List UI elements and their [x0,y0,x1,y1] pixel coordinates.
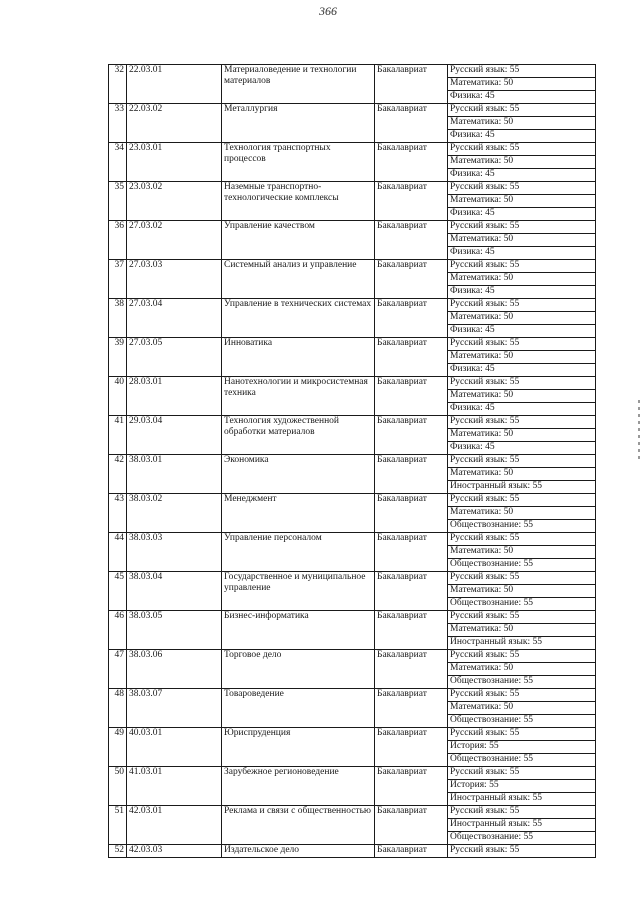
row-number-cell: 44 [109,533,127,572]
admissions-table [108,64,596,858]
education-level-cell: Бакалавриат [375,650,448,689]
row-number-cell: 35 [109,182,127,221]
exam-min-score-cell: Математика: 50 [448,507,596,520]
exam-min-score-cell: Математика: 50 [448,429,596,442]
education-level-cell: Бакалавриат [375,104,448,143]
table-row [109,416,596,429]
row-number-cell: 40 [109,377,127,416]
exam-min-score-cell: Математика: 50 [448,351,596,364]
row-number-cell: 47 [109,650,127,689]
program-name-cell: Нанотехнологии и микросистемная техника [222,377,375,416]
education-level-cell: Бакалавриат [375,611,448,650]
program-name-cell: Товароведение [222,689,375,728]
table-row [109,338,596,351]
table-body [109,65,596,858]
education-level-cell: Бакалавриат [375,221,448,260]
table-row [109,806,596,819]
education-level-cell: Бакалавриат [375,416,448,455]
program-name-cell: Бизнес-информатика [222,611,375,650]
program-code-cell: 38.03.05 [127,611,222,650]
row-number-cell: 39 [109,338,127,377]
program-name-cell: Системный анализ и управление [222,260,375,299]
exam-min-score-cell: Русский язык: 55 [448,806,596,819]
program-code-cell: 23.03.02 [127,182,222,221]
table-row [109,299,596,312]
exam-min-score-cell: Русский язык: 55 [448,728,596,741]
exam-min-score-cell: Математика: 50 [448,585,596,598]
table-row [109,455,596,468]
exam-min-score-cell: Математика: 50 [448,312,596,325]
exam-min-score-cell: Обществознание: 55 [448,598,596,611]
exam-min-score-cell: Математика: 50 [448,663,596,676]
exam-min-score-cell: Обществознание: 55 [448,676,596,689]
program-name-cell: Зарубежное регионоведение [222,767,375,806]
exam-min-score-cell: Русский язык: 55 [448,65,596,78]
program-code-cell: 23.03.01 [127,143,222,182]
exam-min-score-cell: Математика: 50 [448,546,596,559]
admissions-sheet [108,64,596,858]
table-row [109,104,596,117]
exam-min-score-cell: Математика: 50 [448,390,596,403]
exam-min-score-cell: Русский язык: 55 [448,221,596,234]
education-level-cell: Бакалавриат [375,143,448,182]
exam-min-score-cell: Русский язык: 55 [448,845,596,858]
program-code-cell: 42.03.03 [127,845,222,858]
table-row [109,143,596,156]
program-name-cell: Инноватика [222,338,375,377]
exam-min-score-cell: Иностранный язык: 55 [448,793,596,806]
row-number-cell: 41 [109,416,127,455]
education-level-cell: Бакалавриат [375,533,448,572]
exam-min-score-cell: Русский язык: 55 [448,767,596,780]
row-number-cell: 42 [109,455,127,494]
program-code-cell: 22.03.01 [127,65,222,104]
row-number-cell: 49 [109,728,127,767]
exam-min-score-cell: Физика: 45 [448,286,596,299]
exam-min-score-cell: Математика: 50 [448,468,596,481]
row-number-cell: 51 [109,806,127,845]
exam-min-score-cell: Физика: 45 [448,169,596,182]
row-number-cell: 43 [109,494,127,533]
exam-min-score-cell: Русский язык: 55 [448,182,596,195]
row-number-cell: 33 [109,104,127,143]
education-level-cell: Бакалавриат [375,338,448,377]
exam-min-score-cell: Русский язык: 55 [448,494,596,507]
program-code-cell: 38.03.01 [127,455,222,494]
exam-min-score-cell: Русский язык: 55 [448,338,596,351]
program-name-cell: Менеджмент [222,494,375,533]
row-number-cell: 46 [109,611,127,650]
exam-min-score-cell: Математика: 50 [448,195,596,208]
exam-min-score-cell: Русский язык: 55 [448,143,596,156]
row-number-cell: 52 [109,845,127,858]
exam-min-score-cell: Математика: 50 [448,156,596,169]
program-code-cell: 38.03.07 [127,689,222,728]
table-row [109,728,596,741]
education-level-cell: Бакалавриат [375,260,448,299]
education-level-cell: Бакалавриат [375,65,448,104]
education-level-cell: Бакалавриат [375,845,448,858]
exam-min-score-cell: Математика: 50 [448,117,596,130]
program-code-cell: 38.03.06 [127,650,222,689]
table-row [109,689,596,702]
program-name-cell: Реклама и связи с общественностью [222,806,375,845]
exam-min-score-cell: Математика: 50 [448,624,596,637]
program-name-cell: Торговое дело [222,650,375,689]
row-number-cell: 34 [109,143,127,182]
exam-min-score-cell: Русский язык: 55 [448,650,596,663]
exam-min-score-cell: Математика: 50 [448,234,596,247]
row-number-cell: 32 [109,65,127,104]
program-code-cell: 38.03.02 [127,494,222,533]
program-code-cell: 38.03.04 [127,572,222,611]
table-row [109,260,596,273]
program-name-cell: Издательское дело [222,845,375,858]
program-name-cell: Экономика [222,455,375,494]
exam-min-score-cell: Математика: 50 [448,273,596,286]
exam-min-score-cell: Обществознание: 55 [448,832,596,845]
education-level-cell: Бакалавриат [375,728,448,767]
program-code-cell: 27.03.05 [127,338,222,377]
education-level-cell: Бакалавриат [375,767,448,806]
exam-min-score-cell: Иностранный язык: 55 [448,637,596,650]
table-row [109,611,596,624]
program-code-cell: 27.03.03 [127,260,222,299]
program-code-cell: 27.03.04 [127,299,222,338]
program-name-cell: Государственное и муниципальное управление [222,572,375,611]
program-name-cell: Металлургия [222,104,375,143]
table-row [109,572,596,585]
exam-min-score-cell: Русский язык: 55 [448,260,596,273]
table-row [109,845,596,858]
table-row [109,65,596,78]
exam-min-score-cell: Русский язык: 55 [448,104,596,117]
education-level-cell: Бакалавриат [375,806,448,845]
education-level-cell: Бакалавриат [375,182,448,221]
exam-min-score-cell: Иностранный язык: 55 [448,819,596,832]
program-name-cell: Технология транспортных процессов [222,143,375,182]
exam-min-score-cell: Русский язык: 55 [448,377,596,390]
exam-min-score-cell: Физика: 45 [448,130,596,143]
exam-min-score-cell: Физика: 45 [448,91,596,104]
program-code-cell: 29.03.04 [127,416,222,455]
table-row [109,182,596,195]
education-level-cell: Бакалавриат [375,455,448,494]
exam-min-score-cell: Математика: 50 [448,702,596,715]
page-number: 366 [319,4,337,18]
table-row [109,494,596,507]
exam-min-score-cell: Обществознание: 55 [448,559,596,572]
exam-min-score-cell: Русский язык: 55 [448,299,596,312]
row-number-cell: 38 [109,299,127,338]
row-number-cell: 50 [109,767,127,806]
program-code-cell: 27.03.02 [127,221,222,260]
education-level-cell: Бакалавриат [375,377,448,416]
exam-min-score-cell: Физика: 45 [448,364,596,377]
education-level-cell: Бакалавриат [375,689,448,728]
program-code-cell: 22.03.02 [127,104,222,143]
table-row [109,221,596,234]
row-number-cell: 48 [109,689,127,728]
program-name-cell: Технология художественной обработки материалов [222,416,375,455]
exam-min-score-cell: Физика: 45 [448,403,596,416]
exam-min-score-cell: Русский язык: 55 [448,533,596,546]
exam-min-score-cell: Физика: 45 [448,325,596,338]
exam-min-score-cell: Русский язык: 55 [448,455,596,468]
education-level-cell: Бакалавриат [375,299,448,338]
program-name-cell: Материаловедение и технологии материалов [222,65,375,104]
exam-min-score-cell: Русский язык: 55 [448,611,596,624]
exam-min-score-cell: Русский язык: 55 [448,572,596,585]
table-row [109,533,596,546]
exam-min-score-cell: Русский язык: 55 [448,416,596,429]
program-code-cell: 41.03.01 [127,767,222,806]
exam-min-score-cell: История: 55 [448,741,596,754]
program-code-cell: 38.03.03 [127,533,222,572]
table-row [109,377,596,390]
row-number-cell: 45 [109,572,127,611]
program-code-cell: 28.03.01 [127,377,222,416]
education-level-cell: Бакалавриат [375,572,448,611]
program-name-cell: Управление персоналом [222,533,375,572]
exam-min-score-cell: Физика: 45 [448,208,596,221]
exam-min-score-cell: Математика: 50 [448,78,596,91]
program-name-cell: Юриспруденция [222,728,375,767]
program-name-cell: Управление в технических системах [222,299,375,338]
education-level-cell: Бакалавриат [375,494,448,533]
exam-min-score-cell: Обществознание: 55 [448,754,596,767]
program-name-cell: Управление качеством [222,221,375,260]
row-number-cell: 37 [109,260,127,299]
program-name-cell: Наземные транспортно-технологические комплексы [222,182,375,221]
exam-min-score-cell: Русский язык: 55 [448,689,596,702]
exam-min-score-cell: История: 55 [448,780,596,793]
exam-min-score-cell: Физика: 45 [448,247,596,260]
exam-min-score-cell: Физика: 45 [448,442,596,455]
exam-min-score-cell: Обществознание: 55 [448,520,596,533]
program-code-cell: 40.03.01 [127,728,222,767]
table-row [109,767,596,780]
exam-min-score-cell: Обществознание: 55 [448,715,596,728]
exam-min-score-cell: Иностранный язык: 55 [448,481,596,494]
row-number-cell: 36 [109,221,127,260]
program-code-cell: 42.03.01 [127,806,222,845]
table-row [109,650,596,663]
